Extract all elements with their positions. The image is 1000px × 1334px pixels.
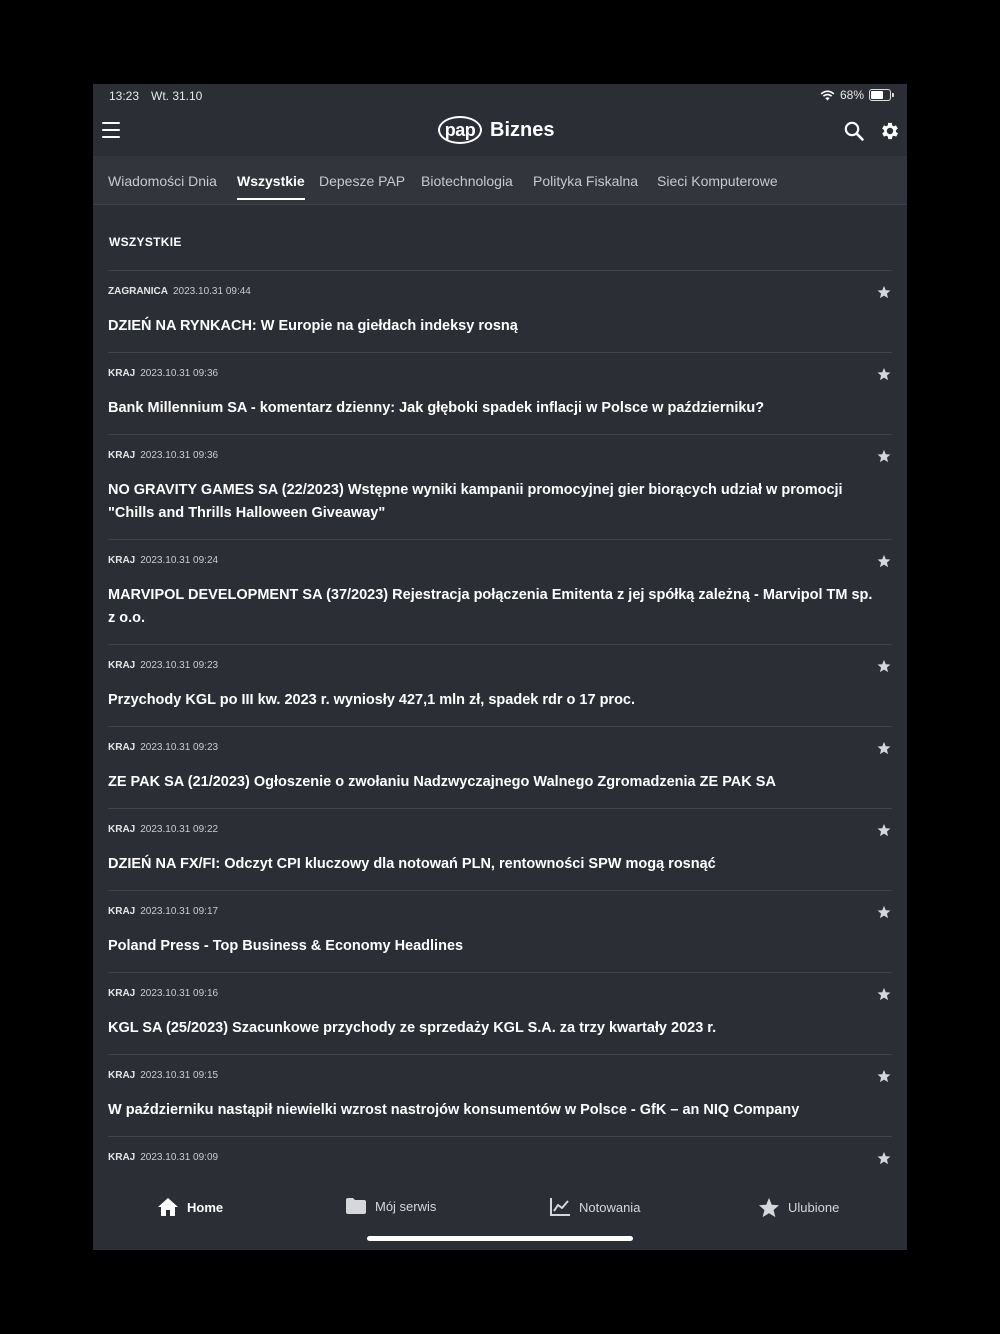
nav-home-label: Home [187,1199,224,1215]
article-title[interactable]: DZIEŃ NA RYNKACH: W Europie na giełdach indeksy rosną [108,318,518,334]
tab-wszystkie[interactable]: Wszystkie [237,173,305,189]
article-title[interactable]: MARVIPOL DEVELOPMENT SA (37/2023) Rejestracja połączenia Emitenta z jej spółką zależną - Marvipol TM sp. z o.o. [108,587,873,626]
favorite-star-icon[interactable] [877,367,891,381]
article-list [108,270,892,1218]
bottom-tab-bar [93,1182,907,1250]
article-title[interactable]: DZIEŃ NA FX/FI: Odczyt CPI kluczowy dla notowań PLN, rentowności SPW mogą rosnąć [108,856,716,872]
list-item[interactable] [108,352,892,434]
nav-notowania[interactable] [549,1197,640,1217]
star-icon [758,1197,780,1218]
favorite-star-icon[interactable] [877,554,891,568]
home-indicator [367,1236,633,1241]
article-category: KRAJ [108,906,136,917]
article-timestamp: 2023.10.31 09:22 [140,824,219,835]
article-meta [108,824,218,835]
tab-polityka-fiskalna[interactable]: Polityka Fiskalna [533,173,639,189]
list-item[interactable] [108,808,892,890]
gear-icon[interactable] [879,120,901,142]
list-item[interactable] [108,539,892,644]
article-meta [108,1152,218,1163]
list-item[interactable] [108,1054,892,1136]
category-tabs [93,156,907,205]
article-title[interactable]: ZE PAK SA (21/2023) Ogłoszenie o zwołaniu Nadzwyczajnego Walnego Zgromadzenia ZE PAK SA [108,774,776,790]
nav-ulubione-label: Ulubione [788,1200,840,1215]
article-category: ZAGRANICA [108,286,168,297]
status-time: 13:23 [109,89,140,103]
article-timestamp: 2023.10.31 09:17 [140,906,219,917]
tab-sieci-komputerowe[interactable]: Sieci Komputerowe [657,173,778,189]
article-category: KRAJ [108,555,136,566]
nav-ulubione[interactable] [758,1197,839,1218]
folder-icon [345,1197,367,1215]
article-title[interactable]: NO GRAVITY GAMES SA (22/2023) Wstępne wyniki kampanii promocyjnej gier biorących udział w promocji "Chills and Thrills Halloween Giveaway" [108,482,843,521]
list-item[interactable] [108,644,892,726]
nav-home[interactable] [157,1197,223,1217]
chart-line-icon [549,1197,571,1217]
nav-moj-serwis[interactable] [345,1197,436,1215]
favorite-star-icon[interactable] [877,1069,891,1083]
article-category: KRAJ [108,450,136,461]
article-title[interactable]: W październiku nastąpił niewielki wzrost nastrojów konsumentów w Polsce - GfK – an NIQ Company [108,1102,800,1118]
article-timestamp: 2023.10.31 09:09 [140,1152,219,1163]
favorite-star-icon[interactable] [877,741,891,755]
home-icon [157,1197,179,1217]
battery-icon [869,89,891,101]
article-timestamp: 2023.10.31 09:36 [140,450,219,461]
status-bar [93,84,907,110]
favorite-star-icon[interactable] [877,987,891,1001]
list-item[interactable] [108,972,892,1054]
article-meta [108,286,251,297]
menu-icon[interactable] [102,122,120,138]
favorite-star-icon[interactable] [877,659,891,673]
tab-depesze-pap[interactable]: Depesze PAP [319,173,406,189]
list-item[interactable] [108,434,892,539]
article-meta [108,988,218,999]
article-timestamp: 2023.10.31 09:23 [140,660,219,671]
pap-logo: pap [438,116,482,144]
nav-moj-serwis-label: Mój serwis [375,1198,437,1214]
article-category: KRAJ [108,824,136,835]
list-item[interactable] [108,890,892,972]
article-timestamp: 2023.10.31 09:23 [140,742,219,753]
search-icon[interactable] [843,120,865,142]
list-item[interactable] [108,726,892,808]
article-title[interactable]: KGL SA (25/2023) Szacunkowe przychody ze sprzedaży KGL S.A. za trzy kwartały 2023 r. [108,1020,717,1036]
article-meta [108,555,218,566]
brand-title: Biznes [490,118,555,141]
article-timestamp: 2023.10.31 09:16 [140,988,219,999]
article-title[interactable]: Przychody KGL po III kw. 2023 r. wyniosły 427,1 mln zł, spadek rdr o 17 proc. [108,692,636,708]
article-category: KRAJ [108,368,136,379]
article-category: KRAJ [108,1070,136,1081]
article-timestamp: 2023.10.31 09:24 [140,555,219,566]
favorite-star-icon[interactable] [877,823,891,837]
article-meta [108,368,218,379]
article-title[interactable]: Poland Press - Top Business & Economy Headlines [108,938,464,954]
app-screen [93,84,907,1250]
section-title: WSZYSTKIE [109,235,182,249]
status-date: Wt. 31.10 [151,89,203,103]
favorite-star-icon[interactable] [877,449,891,463]
status-right [820,88,891,102]
article-category: KRAJ [108,988,136,999]
favorite-star-icon[interactable] [877,285,891,299]
article-meta [108,450,218,461]
article-category: KRAJ [108,660,136,671]
article-timestamp: 2023.10.31 09:44 [173,286,251,297]
nav-notowania-label: Notowania [579,1199,641,1215]
article-title[interactable]: Bank Millennium SA - komentarz dzienny: Jak głęboki spadek inflacji w Polsce w październiku? [108,400,765,416]
article-meta [108,660,218,671]
app-header [93,110,907,156]
tab-wiadomosci-dnia[interactable]: Wiadomości Dnia [108,173,217,189]
article-meta [108,1070,218,1081]
article-meta [108,742,218,753]
list-item[interactable] [108,270,892,352]
favorite-star-icon[interactable] [877,1151,891,1165]
battery-percent: 68% [839,88,864,102]
article-timestamp: 2023.10.31 09:36 [140,368,219,379]
app-logo [438,116,554,144]
article-category: KRAJ [108,1152,136,1163]
wifi-icon [820,90,835,101]
favorite-star-icon[interactable] [877,905,891,919]
article-timestamp: 2023.10.31 09:15 [140,1070,219,1081]
article-meta [108,906,218,917]
tab-biotechnologia[interactable]: Biotechnologia [421,173,513,189]
article-category: KRAJ [108,742,136,753]
